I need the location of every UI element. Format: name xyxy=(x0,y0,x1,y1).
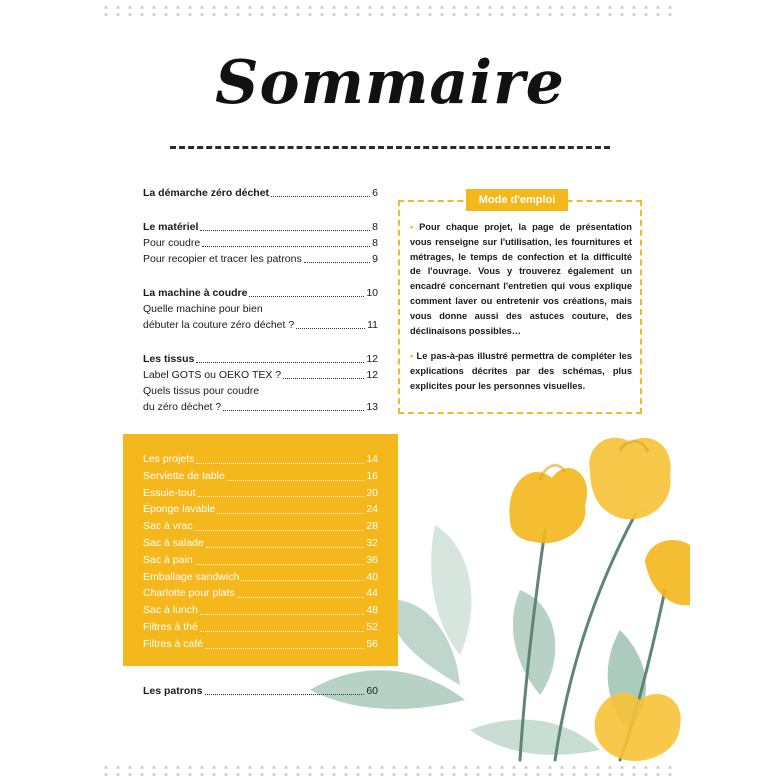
toc-entry[interactable] xyxy=(143,683,378,699)
leader-dots xyxy=(271,196,370,197)
toc-entry-label: Serviette de table xyxy=(143,469,225,482)
top-dot-border xyxy=(100,4,680,18)
toc-entry-label: Essuie-tout xyxy=(143,486,196,499)
toc-entry[interactable] xyxy=(143,383,378,399)
mode-emploi-text xyxy=(410,220,632,405)
toc-group-materiel xyxy=(143,219,378,267)
toc-entry[interactable] xyxy=(143,235,378,251)
toc-group-machine xyxy=(143,285,378,333)
toc-entry-label: Charlotte pour plats xyxy=(143,587,235,600)
toc-entry-label: Filtres à thé xyxy=(143,620,198,633)
leader-dots xyxy=(249,296,364,297)
leader-dots xyxy=(195,530,365,531)
toc-entry-label: La démarche zéro déchet xyxy=(143,187,270,199)
mode-emploi-para1: Pour chaque projet, la page de présentation vous renseigne sur l'utilisation, les fournitures et métrages, le temps de confection et la difficulté de l'ouvrage. Vous y trouverez également un encadré concernant l'entretien qui vous explique comment laver ou entretenir vos créations, mais vous donne aussi des astuces couture, des déclinaisons possibles… xyxy=(410,222,632,336)
leader-dots xyxy=(200,614,364,615)
toc-group-patrons xyxy=(143,683,378,699)
toc-entry-label: Sac à pain xyxy=(143,553,193,566)
toc-entry-page: 12 xyxy=(366,369,378,381)
toc-entry[interactable] xyxy=(143,301,378,317)
toc-entry[interactable] xyxy=(143,351,378,367)
toc-entry-label: Filtres à café xyxy=(143,637,204,650)
leader-dots xyxy=(205,694,365,695)
toc-entry-page: 9 xyxy=(372,253,378,265)
toc-entry-page: 28 xyxy=(366,520,378,533)
toc-entry-page: 8 xyxy=(372,221,378,233)
toc-entry-page: 20 xyxy=(366,486,378,499)
toc-entry-label: Les patrons xyxy=(143,685,203,697)
leader-dots xyxy=(304,262,370,263)
toc-entry[interactable] xyxy=(143,552,378,569)
mode-emploi-para2: Le pas-à-pas illustré permettra de compléter les explications décrites par des schémas, plus explicites pour les personnes visuelles. xyxy=(410,351,632,391)
toc-entry[interactable] xyxy=(143,285,378,301)
leader-dots xyxy=(227,480,365,481)
page-title: Sommaire xyxy=(215,48,565,118)
toc-entry[interactable] xyxy=(143,535,378,552)
leader-dots xyxy=(223,410,364,411)
bullet-icon: • xyxy=(410,351,414,362)
toc-entry[interactable] xyxy=(143,602,378,619)
mode-emploi-title: Mode d'emploi xyxy=(466,189,568,211)
title-dashed-rule xyxy=(170,146,610,149)
toc-entry-label: Quels tissus pour coudre xyxy=(143,385,260,397)
toc-group-demarche xyxy=(143,185,378,201)
toc-entry-label: Le matériel xyxy=(143,221,199,233)
mode-emploi-paragraph xyxy=(410,349,632,393)
toc-entry-page: 44 xyxy=(366,587,378,600)
leader-dots xyxy=(196,463,364,464)
toc-entry-page: 13 xyxy=(366,401,378,413)
toc-entry-label: Sac à vrac xyxy=(143,520,193,533)
toc-entry-label: Sac à salade xyxy=(143,536,204,549)
toc-entry[interactable] xyxy=(143,501,378,518)
toc-entry-page: 10 xyxy=(366,287,378,299)
leader-dots xyxy=(196,362,364,363)
toc-entry-page: 12 xyxy=(366,353,378,365)
toc-entry-label: Éponge lavable xyxy=(143,503,216,516)
toc-entry-page: 32 xyxy=(366,536,378,549)
toc-entry-page: 40 xyxy=(366,570,378,583)
toc-entry[interactable] xyxy=(143,399,378,415)
toc-group-tissus xyxy=(143,351,378,415)
toc-entry-label: Quelle machine pour bien xyxy=(143,303,263,315)
leader-dots xyxy=(195,564,365,565)
toc-entry[interactable] xyxy=(143,569,378,586)
toc-entry-page: 11 xyxy=(367,319,378,331)
leader-dots xyxy=(200,631,364,632)
bottom-dot-border xyxy=(100,764,680,778)
toc-entry-page: 60 xyxy=(366,685,378,697)
toc-entry[interactable] xyxy=(143,636,378,653)
bullet-icon: • xyxy=(410,222,414,232)
mode-emploi-paragraph xyxy=(410,220,632,338)
toc-entry[interactable] xyxy=(143,485,378,502)
leader-dots xyxy=(198,496,365,497)
toc-entry[interactable] xyxy=(143,317,378,333)
toc-entry[interactable] xyxy=(143,219,378,235)
leader-dots xyxy=(296,328,365,329)
leader-dots xyxy=(241,580,364,581)
toc-entry-page: 52 xyxy=(366,620,378,633)
toc-entry-label: Pour recopier et tracer les patrons xyxy=(143,253,302,265)
toc-entry-page: 16 xyxy=(366,469,378,482)
toc-entry[interactable] xyxy=(143,468,378,485)
leader-dots xyxy=(217,513,364,514)
toc-entry-label: La machine à coudre xyxy=(143,287,248,299)
leader-dots xyxy=(237,597,365,598)
leader-dots xyxy=(202,246,370,247)
toc-entry-label: Les projets xyxy=(143,453,195,465)
toc-entry-page: 14 xyxy=(366,453,378,465)
toc-entry-label: Pour coudre xyxy=(143,237,201,249)
leader-dots xyxy=(200,230,370,231)
toc-entry[interactable] xyxy=(143,251,378,267)
toc-entry-label: Emballage sandwich xyxy=(143,570,240,583)
toc-entry-page: 56 xyxy=(366,637,378,650)
toc-entry[interactable] xyxy=(143,518,378,535)
toc-entry-page: 6 xyxy=(372,187,378,199)
toc-entry-label: Sac à lunch xyxy=(143,604,198,617)
toc-entry-label: Label GOTS ou OEKO TEX ? xyxy=(143,369,282,381)
toc-entry[interactable] xyxy=(143,367,378,383)
toc-entry-page: 36 xyxy=(366,553,378,566)
leader-dots xyxy=(283,378,364,379)
toc-entry-page: 24 xyxy=(366,503,378,516)
toc-entry-label: Les tissus xyxy=(143,353,195,365)
leader-dots xyxy=(205,648,364,649)
toc-entry-page: 48 xyxy=(366,604,378,617)
toc-entry[interactable] xyxy=(143,619,378,636)
toc-entry[interactable] xyxy=(143,585,378,602)
toc-entry-label: du zéro déchet ? xyxy=(143,401,222,413)
toc-entry[interactable] xyxy=(143,185,378,201)
toc-entry-label: débuter la couture zéro déchet ? xyxy=(143,319,295,331)
toc-entry-page: 8 xyxy=(372,237,378,249)
toc-group-projets xyxy=(143,451,378,653)
leader-dots xyxy=(206,547,365,548)
toc-entry[interactable] xyxy=(143,451,378,468)
